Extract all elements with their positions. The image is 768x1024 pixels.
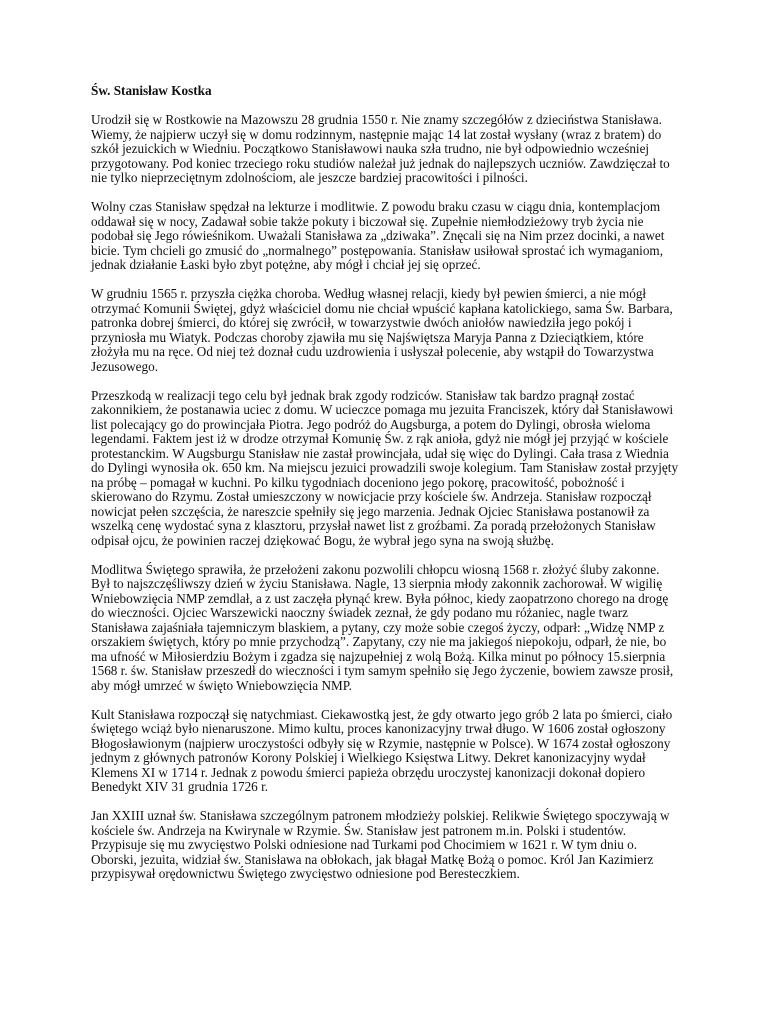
document-page xyxy=(91,84,681,896)
paragraph-illness: W grudniu 1565 r. przyszła ciężka choroba. Według własnej relacji, kiedy był pewien śmierci, a nie mógł otrzymać Komunii Świętej, gdyż właściciel domu nie chciał wpuścić kapłana katolickiego, sama Św. Barbara, patronka dobrej śmierci, do której się zwrócił, w towarzystwie dwóch aniołów nawiedziła jego pokój i przyniosła mu Wiatyk. Podczas choroby zjawiła mu się Najświętsza Maryja Panna z Dzieciątkiem, które złożyła mu na ręce. Od niej też doznał cudu uzdrowienia i usłyszał polecenie, aby wstąpił do Towarzystwa Jezusowego. xyxy=(91,286,673,374)
paragraph-death: Modlitwa Świętego sprawiła, że przełożeni zakonu pozwolili chłopcu wiosną 1568 r. złożyć śluby zakonne. Był to najszczęśliwszy dzień w życiu Stanisława. Nagle, 13 sierpnia młody zakonnik zachorował. W wigilię Wniebowzięcia NMP zemdlał, a z ust zaczęła płynąć krew. Była północ, kiedy zaopatrzono chorego na drogę do wieczności. Ojciec Warszewicki naoczny świadek zeznał, że gdy podano mu różaniec, nagle twarz Stanisława zajaśniała tajemniczym blaskiem, a pytany, czy może sobie czegoś życzy, odparł: „Widzę NMP z orszakiem świętych, który po mnie przychodzą”. Zapytany, czy nie ma jakiegoś niepokoju, odparł, że nie, bo ma ufność w Miłosierdziu Bożym i zgadza się najzupełniej z wolą Bożą. Kilka minut po północy 15.sierpnia 1568 r. św. Stanisław przeszedł do wieczności i tym samym spełniło się Jego życzenie, bowiem zawsze prosił, aby mógł umrzeć w święto Wniebowzięcia NMP. xyxy=(91,561,674,693)
paragraph-patronage: Jan XXIII uznał św. Stanisława szczególnym patronem młodzieży polskiej. Relikwie Świętego spoczywają w kościele św. Andrzeja na Kwirynale w Rzymie. Św. Stanisław jest patronem m.in. Polski i studentów. Przypisuje się mu zwycięstwo Polski odniesione nad Turkami pod Chocimiem w 1621 r. W tym dniu o. Oborski, jezuita, widział św. Stanisława na obłokach, jak błagał Matkę Bożą o pomoc. Król Jan Kazimierz przypisywał orędownictwu Świętego zwycięstwo odniesione pod Beresteczkiem. xyxy=(91,808,670,881)
page-title: Św. Stanisław Kostka xyxy=(91,83,212,98)
paragraph-cult: Kult Stanisława rozpoczął się natychmiast. Ciekawostką jest, że gdy otwarto jego grób 2 lata po śmierci, ciało świętego wciąż było nienaruszone. Mimo kultu, proces kanonizacyjny trwał długo. W 1606 został ogłoszony Błogosławionym (najpierw uroczystości odbyły się w Rzymie, następnie w Polsce). W 1674 został ogłoszony jednym z głównych patronów Korony Polskiej i Wielkiego Księstwa Litwy. Dekret kanonizacyjny wydał Klemens XI w 1714 r. Jednak z powodu śmierci papieża obrzędu uroczystej kanonizacji dokonał dopiero Benedykt XIV 31 grudnia 1726 r. xyxy=(91,706,673,794)
paragraph-early-life: Urodził się w Rostkowie na Mazowszu 28 grudnia 1550 r. Nie znamy szczegółów z dzieciństwa Stanisława. Wiemy, że najpierw uczył się w domu rodzinnym, następnie mając 14 lat został wysłany (wraz z bratem) do szkół jezuickich w Wiedniu. Początkowo Stanisławowi nauka szła trudno, nie był odpowiednio wcześniej przygotowany. Pod koniec trzeciego roku studiów należał już jednak do najlepszych uczniów. Zawdzięczał to nie tylko nieprzeciętnym zdolnościom, ale jeszcze bardziej pracowitości i pilności. xyxy=(91,112,670,185)
paragraph-escape: Przeszkodą w realizacji tego celu był jednak brak zgody rodziców. Stanisław tak bardzo pragnął zostać zakonnikiem, że postanawia uciec z domu. W ucieczce pomaga mu jezuita Franciszek, który dał Stanisławowi list polecający go do prowincjała Piotra. Jego podróż do Augsburga, a potem do Dylingi, obrosła wieloma legendami. Faktem jest iż w drodze otrzymał Komunię Św. z rąk anioła, gdyż nie mógł jej przyjąć w kościele protestanckim. W Augsburgu Stanisław nie zastał prowincjała, udał się więc do Dylingi. Cała trasa z Wiednia do Dylingi wynosiła ok. 650 km. Na miejscu jezuici prowadzili swoje kolegium. Tam Stanisław został przyjęty na próbę – pomagał w kuchni. Po kilku tygodniach doceniono jego pokorę, pracowitość, pobożność i skierowano do Rzymu. Został umieszczony w nowicjacie przy kościele św. Andrzeja. Stanisław rozpoczął nowicjat pełen szczęścia, że nareszcie spełniły się jego marzenia. Jednak Ojciec Stanisława postanowił za wszelką cenę wydostać syna z klasztoru, przysłał nawet list z groźbami. Za poradą przełożonych Stanisław odpisał ojcu, że powinien raczej dziękować Bogu, że wybrał jego syna na swoją służbę. xyxy=(91,387,679,548)
paragraph-free-time: Wolny czas Stanisław spędzał na lekturze i modlitwie. Z powodu braku czasu w ciągu dnia, kontemplacjom oddawał się w nocy, Zadawał sobie także pokuty i biczował się. Zupełnie niemłodzieżowy tryb życia nie podobał się Jego rówieśnikom. Uważali Stanisława za „dziwaka”. Znęcali się na Nim przez docinki, a nawet bicie. Tym chcieli go zmusić do „normalnego” postępowania. Stanisław usiłował sprostać ich wymaganiom, jednak działanie Łaski było zbyt potężne, aby mógł i chciał jej się oprzeć. xyxy=(91,199,665,272)
